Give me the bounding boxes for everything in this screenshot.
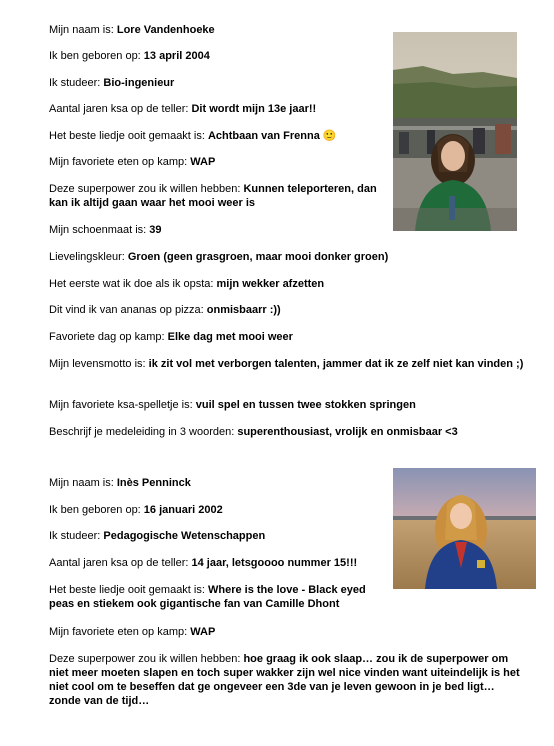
field-superpower: Deze superpower zou ik willen hebben: hoe graag ik ook slaap… zou ik de superpower om niet meer moeten slapen en toch super wakker zijn wel nice vinden want uiteindelijk is het niet cool om te beseffen dat ge ongeveer een 3de van je leven gewoon in je bed ligt… zonde van de tijd… <box>49 653 520 707</box>
field-birthdate: Ik ben geboren op: 16 januari 2002 <box>49 504 223 516</box>
field-study: Ik studeer: Bio-ingenieur <box>49 77 175 89</box>
field-favorite-food: Mijn favoriete eten op kamp: WAP <box>49 156 216 168</box>
field-favorite-food: Mijn favoriete eten op kamp: WAP <box>49 626 216 638</box>
field-superpower: Deze superpower zou ik willen hebben: Kunnen teleporteren, dan kan ik altijd gaan waar het mooi weer is <box>49 183 377 209</box>
field-coleaders: Beschrijf je medeleiding in 3 woorden: superenthousiast, vrolijk en onmisbaar <3 <box>49 426 458 438</box>
field-shoe-size: Mijn schoenmaat is: 39 <box>49 224 162 236</box>
field-name: Mijn naam is: Lore Vandenhoeke <box>49 24 215 36</box>
field-ksa-years: Aantal jaren ksa op de teller: Dit wordt mijn 13e jaar!! <box>49 103 317 115</box>
field-best-song: Het beste liedje ooit gemaakt is: Achtbaan van Frenna 🙂 <box>49 130 337 142</box>
field-pineapple-pizza: Dit vind ik van ananas op pizza: onmisbaarr :)) <box>49 304 281 316</box>
field-favorite-day: Favoriete dag op kamp: Elke dag met mooi weer <box>49 331 293 343</box>
field-study: Ik studeer: Pedagogische Wetenschappen <box>49 530 266 542</box>
field-best-song: Het beste liedje ooit gemaakt is: Where is the love - Black eyed peas en stiekem ook gigantische fan van Camille Dhont <box>49 584 366 610</box>
field-ksa-years: Aantal jaren ksa op de teller: 14 jaar, letsgoooo nummer 15!!! <box>49 557 358 569</box>
profile-photo-lore <box>393 32 517 231</box>
field-first-thing: Het eerste wat ik doe als ik opsta: mijn wekker afzetten <box>49 278 325 290</box>
field-favorite-color: Lievelingskleur: Groen (geen grasgroen, maar mooi donker groen) <box>49 251 389 263</box>
field-name: Mijn naam is: Inès Penninck <box>49 477 191 489</box>
field-life-motto: Mijn levensmotto is: ik zit vol met verborgen talenten, jammer dat ik ze zelf niet kan vinden ;) <box>49 358 524 370</box>
field-favorite-game: Mijn favoriete ksa-spelletje is: vuil spel en tussen twee stokken springen <box>49 399 416 411</box>
profile-photo-ines <box>393 468 536 589</box>
field-birthdate: Ik ben geboren op: 13 april 2004 <box>49 50 210 62</box>
